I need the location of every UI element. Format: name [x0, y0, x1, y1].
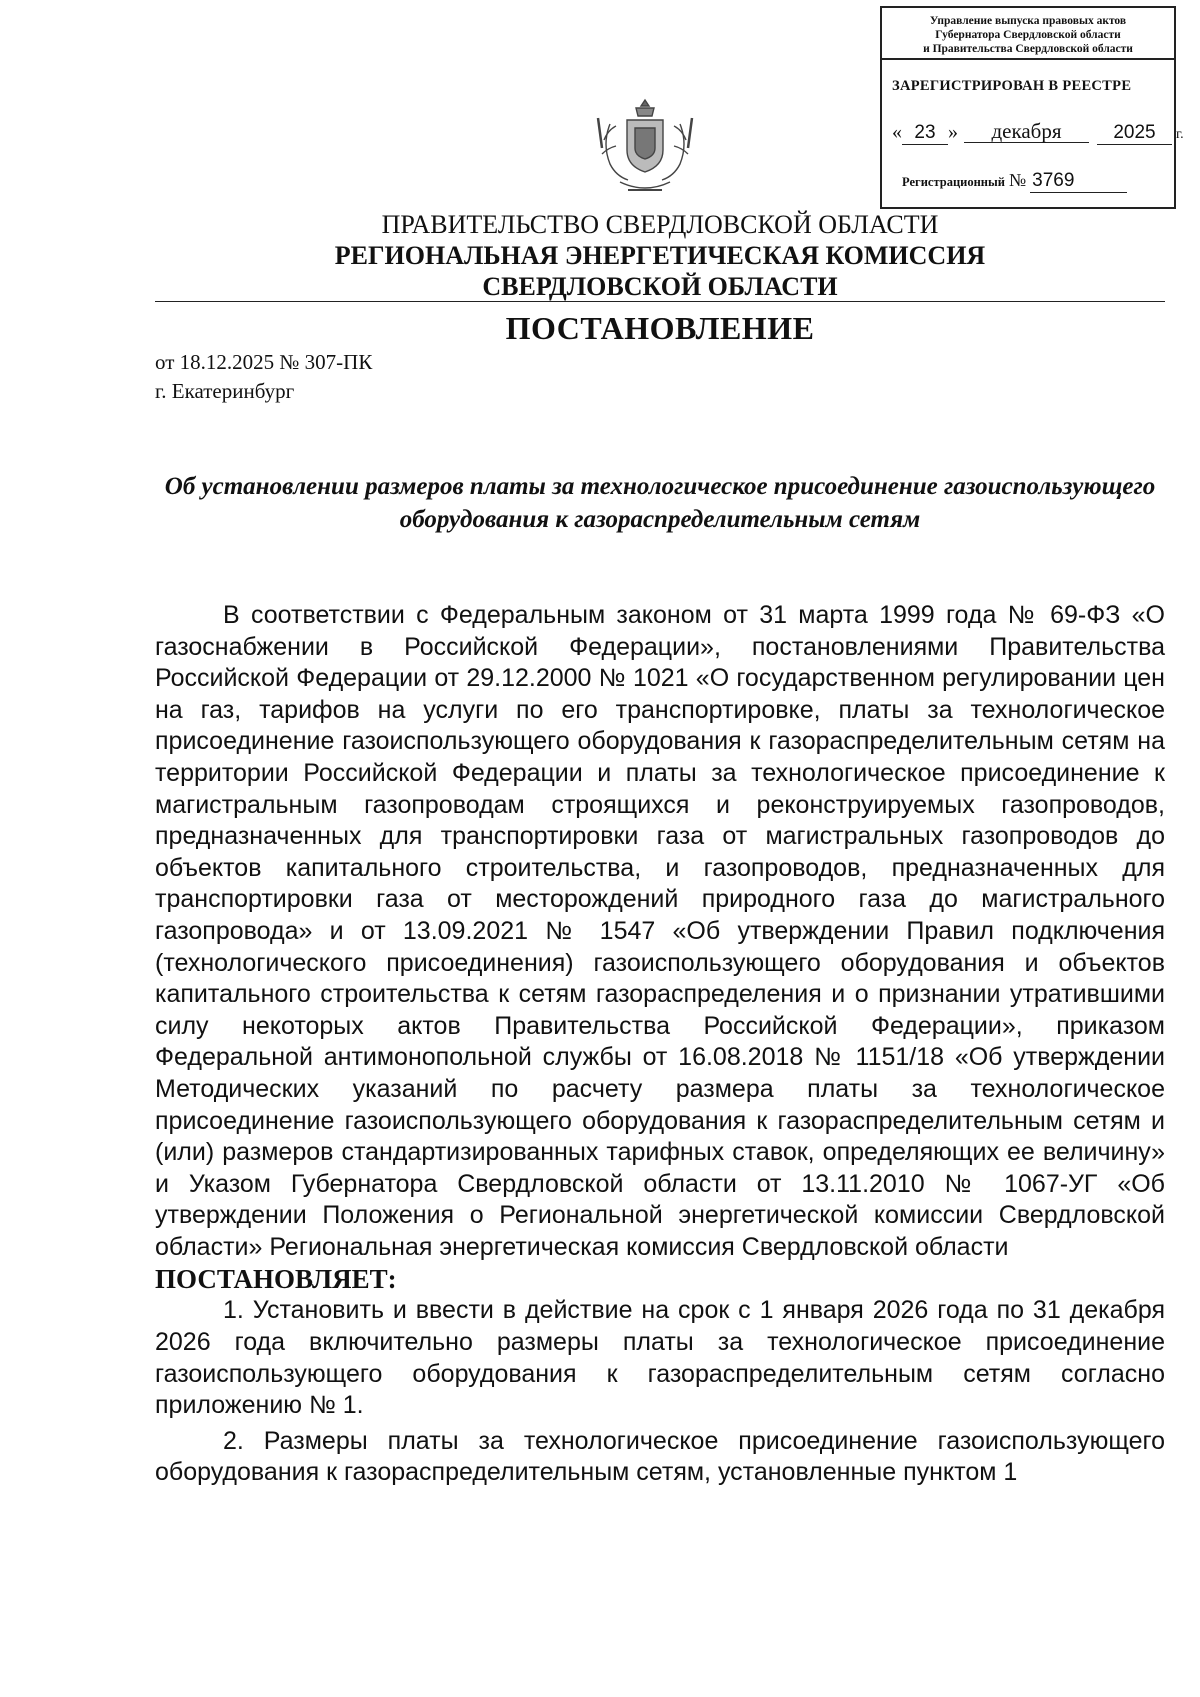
stamp-header — [882, 8, 1174, 60]
government-heading: ПРАВИТЕЛЬСТВО СВЕРДЛОВСКОЙ ОБЛАСТИ — [381, 210, 939, 239]
document-type: ПОСТАНОВЛЕНИЕ — [505, 310, 815, 346]
item-2-paragraph: 2. Размеры платы за технологическое присоединение газоиспользующего оборудования к газораспределительным сетям, установленные пунктом 1 — [155, 1426, 1165, 1487]
coat-of-arms-icon — [590, 94, 700, 204]
stamp-header-line: и Правительства Свердловской области — [923, 43, 1133, 55]
document-date-number: от 18.12.2025 № 307-ПК — [155, 350, 373, 374]
stamp-day: 23 — [902, 122, 948, 145]
stamp-header-line: Управление выпуска правовых актов — [929, 15, 1127, 27]
stamp-reg-number: 3769 — [1030, 170, 1127, 193]
commission-heading-region: СВЕРДЛОВСКОЙ ОБЛАСТИ — [482, 272, 838, 301]
stamp-year: 2025 — [1097, 122, 1172, 145]
document-body — [155, 600, 1165, 1489]
decree-word: ПОСТАНОВЛЯЕТ: — [155, 1264, 397, 1295]
registry-stamp — [880, 6, 1184, 209]
stamp-reg-number-row — [902, 170, 1127, 193]
preamble-paragraph: В соответствии с Федеральным законом от 31 марта 1999 года № 69-ФЗ «О газоснабжении в Российской Федерации», постановлениями Правительства Российской Федерации от 29.12.2000 № 1021 «О государственном регулировании цен на газ, тарифов на услуги по его транспортировке, платы за технологическое присоединение газоиспользующего оборудования к газораспределительным сетям на территории Российской Федерации и платы за технологическое присоединение к магистральным газопроводам строящихся и реконструируемых газопроводов, предназначенных для транспортировки газа от магистральных газопроводов до объектов капитального строительства, и газопроводов, предназначенных для транспортировки газа от месторождений природного газа до магистрального газопровода» и от 13.09.2021 № 1547 «Об утверждении Правил подключения (технологического присоединения) газоиспользующего оборудования и объектов капитального строительства к сетям газораспределения и о признании утратившими силу некоторых актов Правительства Российской Федерации», приказом Федеральной антимонопольной службы от 16.08.2018 № 1151/18 «Об утверждении Методических указаний по расчету размера платы за технологическое присоединение газоиспользующего оборудования к газораспределительным сетям и (или) размеров стандартизированных тарифных ставок, определяющих ее величину» и Указом Губернатора Свердловской области от 13.11.2010 № 1067-УГ «Об утверждении Положения о Региональной энергетической комиссии Свердловской области» Региональная энергетическая комиссия Свердловской области — [155, 601, 1165, 1261]
stamp-number-sign: № — [1008, 170, 1027, 190]
stamp-header-line: Губернатора Свердловской области — [935, 29, 1121, 41]
stamp-year-suffix: г. — [1176, 127, 1184, 142]
item-1-paragraph: 1. Установить и ввести в действие на срок с 1 января 2026 года по 31 декабря 2026 года включительно размеры платы за технологическое присоединение газоиспользующего оборудования к газораспределительным сетям согласно приложению № 1. — [155, 1296, 1165, 1420]
document-meta — [155, 348, 372, 406]
stamp-reg-label: Регистрационный — [902, 175, 1005, 189]
stamp-date: « 23 » декабря 2025 г. — [892, 119, 1184, 143]
header-divider — [155, 301, 1165, 302]
commission-heading: РЕГИОНАЛЬНАЯ ЭНЕРГЕТИЧЕСКАЯ КОМИССИЯ — [334, 241, 986, 270]
stamp-registered-label: ЗАРЕГИСТРИРОВАН В РЕЕСТРЕ — [892, 78, 1132, 94]
stamp-month: декабря — [964, 120, 1089, 143]
document-city: г. Екатеринбург — [155, 379, 295, 403]
document-title: Об установлении размеров платы за технологическое присоединение газоиспользующего оборудования к газораспределительным сетям — [164, 473, 1156, 533]
